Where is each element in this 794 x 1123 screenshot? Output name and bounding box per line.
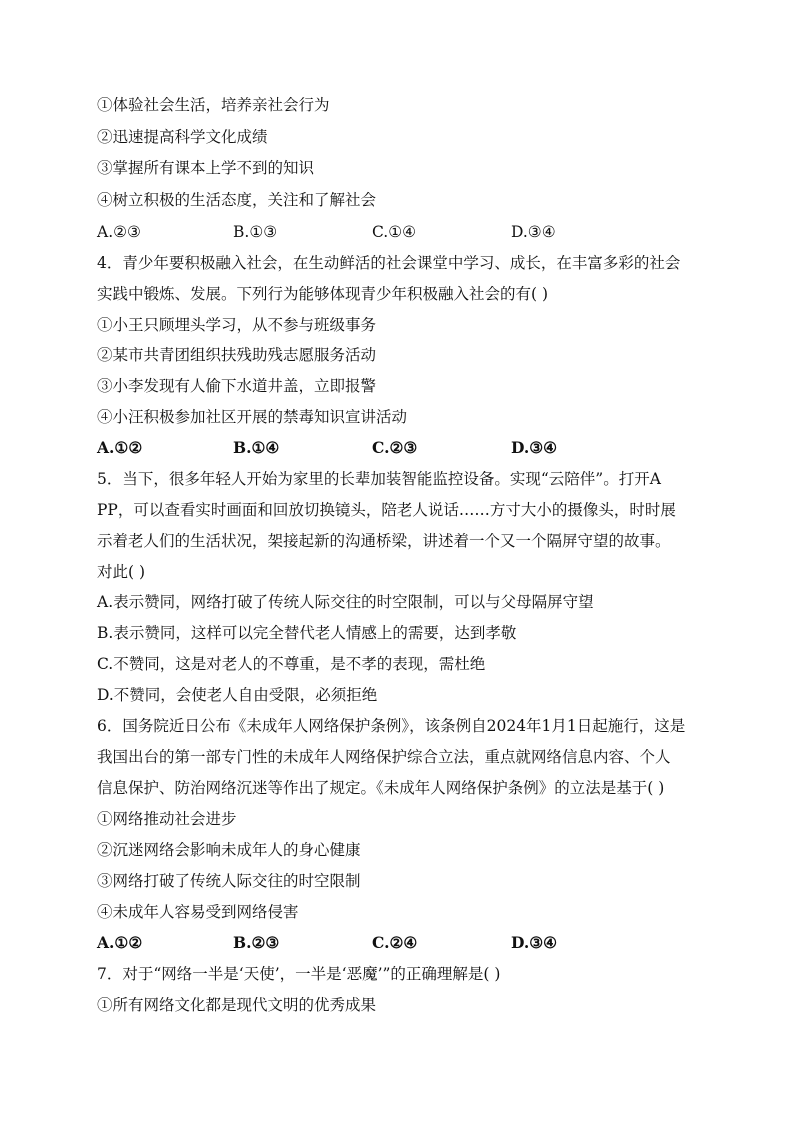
q6-option-d: D.③④ bbox=[511, 933, 558, 952]
q6-stem-line-3: 信息保护、防治网络沉迷等作出了规定。《未成年人网络保护条例》的立法是基于( ) bbox=[97, 779, 665, 797]
q6-option-b: B.②③ bbox=[233, 933, 280, 952]
q4-item-1: ①小王只顾埋头学习，从不参与班级事务 bbox=[97, 316, 377, 334]
q6-option-a: A.①② bbox=[97, 933, 143, 952]
q5-option-b: B.表示赞同，这样可以完全替代老人情感上的需要，达到孝敬 bbox=[97, 624, 517, 642]
q6-item-4: ④未成年人容易受到网络侵害 bbox=[97, 903, 299, 921]
q4-stem-line-1: 4．青少年要积极融入社会，在生动鲜活的社会课堂中学习、成长，在丰富多彩的社会 bbox=[97, 254, 681, 272]
q3-option-d: D.③④ bbox=[511, 223, 556, 241]
q3-item-4: ④树立积极的生活态度，关注和了解社会 bbox=[97, 191, 377, 209]
q5-option-a: A.表示赞同，网络打破了传统人际交往的时空限制，可以与父母隔屏守望 bbox=[97, 593, 594, 611]
q4-item-3: ③小李发现有人偷下水道井盖，立即报警 bbox=[97, 377, 377, 395]
q3-option-c: C.①④ bbox=[372, 223, 417, 241]
q6-option-c: C.②④ bbox=[372, 933, 418, 952]
q6-item-2: ②沉迷网络会影响未成年人的身心健康 bbox=[97, 841, 361, 859]
q3-item-1: ①体验社会生活，培养亲社会行为 bbox=[97, 96, 330, 114]
q4-item-4: ④小汪积极参加社区开展的禁毒知识宣讲活动 bbox=[97, 408, 408, 426]
q5-stem-line-2: PP，可以查看实时画面和回放切换镜头，陪老人说话……方寸大小的摄像头，时时展 bbox=[97, 501, 676, 519]
q5-stem-line-1: 5．当下，很多年轻人开始为家里的长辈加装智能监控设备。实现“云陪伴”。打开A bbox=[97, 470, 661, 488]
q4-option-b: B.①④ bbox=[233, 438, 280, 457]
q3-item-3: ③掌握所有课本上学不到的知识 bbox=[97, 159, 315, 177]
q7-stem: 7．对于“网络一半是‘天使’，一半是‘恶魔’”的正确理解是( ) bbox=[97, 965, 501, 983]
q5-stem-line-3: 示着老人们的生活状况，架接起新的沟通桥梁，讲述着一个又一个隔屏守望的故事。 bbox=[97, 532, 671, 550]
q6-stem-line-2: 我国出台的第一部专门性的未成年人网络保护综合立法，重点就网络信息内容、个人 bbox=[97, 748, 671, 766]
q6-item-3: ③网络打破了传统人际交往的时空限制 bbox=[97, 872, 361, 890]
q7-item-1: ①所有网络文化都是现代文明的优秀成果 bbox=[97, 996, 377, 1014]
q5-stem-line-4: 对此( ) bbox=[97, 563, 146, 581]
q6-item-1: ①网络推动社会进步 bbox=[97, 810, 237, 828]
q4-option-a: A.①② bbox=[97, 438, 143, 457]
q3-item-2: ②迅速提高科学文化成绩 bbox=[97, 128, 268, 146]
q5-option-d: D.不赞同，会使老人自由受限，必须拒绝 bbox=[97, 686, 378, 704]
q4-option-c: C.②③ bbox=[372, 438, 418, 457]
q3-option-a: A.②③ bbox=[97, 223, 141, 241]
q4-stem-line-2: 实践中锻炼、发展。下列行为能够体现青少年积极融入社会的有( ) bbox=[97, 285, 549, 303]
q4-item-2: ②某市共青团组织扶残助残志愿服务活动 bbox=[97, 346, 377, 364]
q3-option-b: B.①③ bbox=[233, 223, 278, 241]
q5-option-c: C.不赞同，这是对老人的不尊重，是不孝的表现，需杜绝 bbox=[97, 655, 486, 673]
q4-option-d: D.③④ bbox=[511, 438, 558, 457]
q6-stem-line-1: 6．国务院近日公布《未成年人网络保护条例》，该条例自2024年1月1日起施行，这是 bbox=[97, 717, 686, 735]
